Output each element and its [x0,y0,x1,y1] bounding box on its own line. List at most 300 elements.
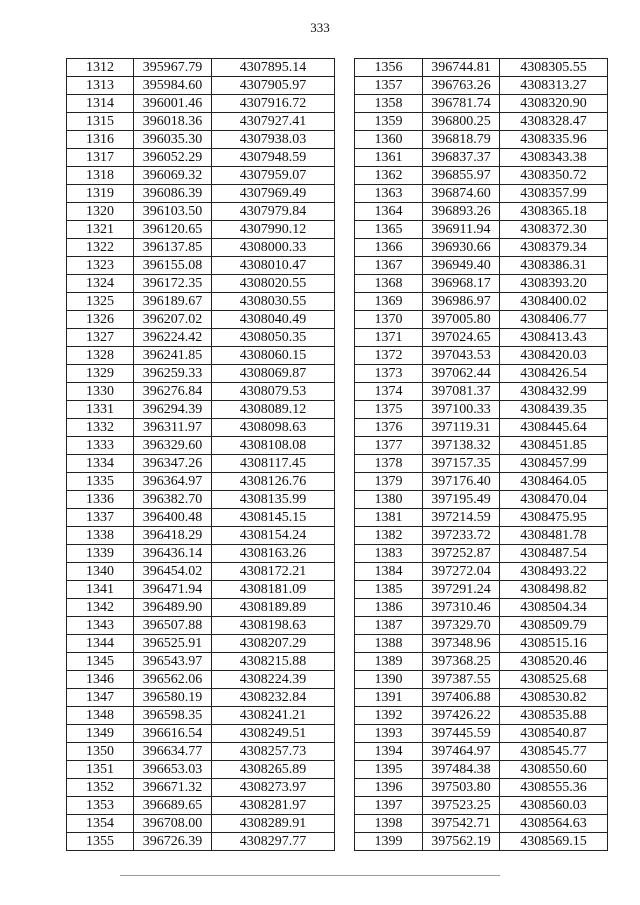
table-row [67,95,335,113]
point-number-cell: 1312 [67,59,134,77]
point-number-cell: 1352 [67,779,134,797]
x-coordinate-cell: 396800.25 [423,113,500,131]
x-coordinate-cell: 396436.14 [134,545,212,563]
table-row [67,491,335,509]
table-row [67,401,335,419]
table-row [67,419,335,437]
y-coordinate-cell: 4308320.90 [500,95,608,113]
x-coordinate-cell: 396086.39 [134,185,212,203]
point-number-cell: 1383 [355,545,423,563]
point-number-cell: 1382 [355,527,423,545]
x-coordinate-cell: 395984.60 [134,77,212,95]
table-row [67,815,335,833]
table-row [67,545,335,563]
point-number-cell: 1345 [67,653,134,671]
point-number-cell: 1340 [67,563,134,581]
table-row [67,347,335,365]
y-coordinate-cell: 4307927.41 [212,113,335,131]
page-number: 333 [310,20,330,35]
x-coordinate-cell: 397233.72 [423,527,500,545]
y-coordinate-cell: 4307990.12 [212,221,335,239]
point-number-cell: 1358 [355,95,423,113]
y-coordinate-cell: 4308117.45 [212,455,335,473]
x-coordinate-cell: 396744.81 [423,59,500,77]
point-number-cell: 1314 [67,95,134,113]
point-number-cell: 1355 [67,833,134,851]
y-coordinate-cell: 4308357.99 [500,185,608,203]
point-number-cell: 1366 [355,239,423,257]
point-number-cell: 1335 [67,473,134,491]
x-coordinate-cell: 396763.26 [423,77,500,95]
x-coordinate-cell: 396818.79 [423,131,500,149]
point-number-cell: 1350 [67,743,134,761]
x-coordinate-cell: 396364.97 [134,473,212,491]
table-row [67,581,335,599]
table-row [355,131,608,149]
table-row [355,779,608,797]
y-coordinate-cell: 4308493.22 [500,563,608,581]
x-coordinate-cell: 397214.59 [423,509,500,527]
y-coordinate-cell: 4308365.18 [500,203,608,221]
y-coordinate-cell: 4308393.20 [500,275,608,293]
y-coordinate-cell: 4308305.55 [500,59,608,77]
x-coordinate-cell: 396329.60 [134,437,212,455]
point-number-cell: 1396 [355,779,423,797]
x-coordinate-cell: 396103.50 [134,203,212,221]
table-row [355,725,608,743]
table-row [67,131,335,149]
y-coordinate-cell: 4308439.35 [500,401,608,419]
y-coordinate-cell: 4308464.05 [500,473,608,491]
y-coordinate-cell: 4308010.47 [212,257,335,275]
point-number-cell: 1380 [355,491,423,509]
point-number-cell: 1317 [67,149,134,167]
y-coordinate-cell: 4308372.30 [500,221,608,239]
table-row [67,779,335,797]
x-coordinate-cell: 396347.26 [134,455,212,473]
x-coordinate-cell: 396634.77 [134,743,212,761]
x-coordinate-cell: 396837.37 [423,149,500,167]
table-row [67,149,335,167]
x-coordinate-cell: 396543.97 [134,653,212,671]
y-coordinate-cell: 4308400.02 [500,293,608,311]
x-coordinate-cell: 396001.46 [134,95,212,113]
table-row [67,329,335,347]
x-coordinate-cell: 396525.91 [134,635,212,653]
y-coordinate-cell: 4307916.72 [212,95,335,113]
table-row [67,455,335,473]
table-row [67,257,335,275]
table-row [355,797,608,815]
table-row [67,671,335,689]
y-coordinate-cell: 4308525.68 [500,671,608,689]
table-row [355,311,608,329]
table-row [67,761,335,779]
point-number-cell: 1353 [67,797,134,815]
x-coordinate-cell: 396893.26 [423,203,500,221]
point-number-cell: 1371 [355,329,423,347]
x-coordinate-cell: 396069.32 [134,167,212,185]
y-coordinate-cell: 4308249.51 [212,725,335,743]
y-coordinate-cell: 4308313.27 [500,77,608,95]
y-coordinate-cell: 4308145.15 [212,509,335,527]
x-coordinate-cell: 396035.30 [134,131,212,149]
point-number-cell: 1370 [355,311,423,329]
point-number-cell: 1334 [67,455,134,473]
x-coordinate-cell: 397252.87 [423,545,500,563]
y-coordinate-cell: 4308265.89 [212,761,335,779]
table-row [355,275,608,293]
point-number-cell: 1323 [67,257,134,275]
table-row [355,599,608,617]
table-row [355,59,608,77]
point-number-cell: 1319 [67,185,134,203]
y-coordinate-cell: 4308343.38 [500,149,608,167]
x-coordinate-cell: 396874.60 [423,185,500,203]
point-number-cell: 1318 [67,167,134,185]
point-number-cell: 1316 [67,131,134,149]
x-coordinate-cell: 396052.29 [134,149,212,167]
table-body [355,59,608,851]
table-row [355,113,608,131]
y-coordinate-cell: 4308451.85 [500,437,608,455]
x-coordinate-cell: 396382.70 [134,491,212,509]
point-number-cell: 1337 [67,509,134,527]
table-row [355,833,608,851]
x-coordinate-cell: 397062.44 [423,365,500,383]
y-coordinate-cell: 4308000.33 [212,239,335,257]
y-coordinate-cell: 4308509.79 [500,617,608,635]
table-row [355,743,608,761]
table-row [67,437,335,455]
point-number-cell: 1390 [355,671,423,689]
y-coordinate-cell: 4308569.15 [500,833,608,851]
table-row [355,815,608,833]
y-coordinate-cell: 4308135.99 [212,491,335,509]
y-coordinate-cell: 4308457.99 [500,455,608,473]
x-coordinate-cell: 397445.59 [423,725,500,743]
table-row [355,239,608,257]
x-coordinate-cell: 396930.66 [423,239,500,257]
point-number-cell: 1398 [355,815,423,833]
x-coordinate-cell: 397195.49 [423,491,500,509]
table-row [67,275,335,293]
x-coordinate-cell: 397138.32 [423,437,500,455]
point-number-cell: 1364 [355,203,423,221]
y-coordinate-cell: 4308126.76 [212,473,335,491]
table-row [355,167,608,185]
point-number-cell: 1399 [355,833,423,851]
point-number-cell: 1357 [355,77,423,95]
point-number-cell: 1347 [67,689,134,707]
point-number-cell: 1372 [355,347,423,365]
table-row [67,59,335,77]
y-coordinate-cell: 4308181.09 [212,581,335,599]
x-coordinate-cell: 397024.65 [423,329,500,347]
point-number-cell: 1315 [67,113,134,131]
point-number-cell: 1349 [67,725,134,743]
y-coordinate-cell: 4308420.03 [500,347,608,365]
y-coordinate-cell: 4308257.73 [212,743,335,761]
x-coordinate-cell: 396949.40 [423,257,500,275]
table-row [355,401,608,419]
y-coordinate-cell: 4308089.12 [212,401,335,419]
x-coordinate-cell: 397464.97 [423,743,500,761]
table-row [355,329,608,347]
point-number-cell: 1338 [67,527,134,545]
table-body [67,59,335,851]
y-coordinate-cell: 4308550.60 [500,761,608,779]
y-coordinate-cell: 4308560.03 [500,797,608,815]
point-number-cell: 1333 [67,437,134,455]
y-coordinate-cell: 4308413.43 [500,329,608,347]
point-number-cell: 1341 [67,581,134,599]
x-coordinate-cell: 396968.17 [423,275,500,293]
y-coordinate-cell: 4308172.21 [212,563,335,581]
x-coordinate-cell: 396018.36 [134,113,212,131]
x-coordinate-cell: 397387.55 [423,671,500,689]
y-coordinate-cell: 4308498.82 [500,581,608,599]
point-number-cell: 1344 [67,635,134,653]
point-number-cell: 1359 [355,113,423,131]
point-number-cell: 1388 [355,635,423,653]
y-coordinate-cell: 4308426.54 [500,365,608,383]
y-coordinate-cell: 4307959.07 [212,167,335,185]
point-number-cell: 1376 [355,419,423,437]
y-coordinate-cell: 4308520.46 [500,653,608,671]
point-number-cell: 1332 [67,419,134,437]
x-coordinate-cell: 396616.54 [134,725,212,743]
x-coordinate-cell: 397329.70 [423,617,500,635]
x-coordinate-cell: 396562.06 [134,671,212,689]
x-coordinate-cell: 396207.02 [134,311,212,329]
table-row [355,257,608,275]
table-row [67,509,335,527]
table-row [355,221,608,239]
table-row [67,833,335,851]
table-row [355,707,608,725]
x-coordinate-cell: 396189.67 [134,293,212,311]
y-coordinate-cell: 4308207.29 [212,635,335,653]
table-row [355,509,608,527]
x-coordinate-cell: 396471.94 [134,581,212,599]
point-number-cell: 1397 [355,797,423,815]
y-coordinate-cell: 4308030.55 [212,293,335,311]
table-row [355,455,608,473]
point-number-cell: 1322 [67,239,134,257]
point-number-cell: 1375 [355,401,423,419]
y-coordinate-cell: 4308386.31 [500,257,608,275]
y-coordinate-cell: 4308050.35 [212,329,335,347]
y-coordinate-cell: 4308154.24 [212,527,335,545]
table-row [355,383,608,401]
x-coordinate-cell: 396418.29 [134,527,212,545]
y-coordinate-cell: 4308224.39 [212,671,335,689]
y-coordinate-cell: 4308241.21 [212,707,335,725]
point-number-cell: 1328 [67,347,134,365]
table-row [67,527,335,545]
point-number-cell: 1363 [355,185,423,203]
point-number-cell: 1387 [355,617,423,635]
table-row [355,563,608,581]
y-coordinate-cell: 4307948.59 [212,149,335,167]
x-coordinate-cell: 396276.84 [134,383,212,401]
x-coordinate-cell: 397119.31 [423,419,500,437]
table-row [67,239,335,257]
table-row [355,149,608,167]
table-row [67,743,335,761]
x-coordinate-cell: 396507.88 [134,617,212,635]
x-coordinate-cell: 397542.71 [423,815,500,833]
point-number-cell: 1381 [355,509,423,527]
y-coordinate-cell: 4308079.53 [212,383,335,401]
x-coordinate-cell: 397503.80 [423,779,500,797]
point-number-cell: 1365 [355,221,423,239]
x-coordinate-cell: 397523.25 [423,797,500,815]
y-coordinate-cell: 4308535.88 [500,707,608,725]
x-coordinate-cell: 396120.65 [134,221,212,239]
x-coordinate-cell: 396726.39 [134,833,212,851]
x-coordinate-cell: 396454.02 [134,563,212,581]
point-number-cell: 1325 [67,293,134,311]
x-coordinate-cell: 396598.35 [134,707,212,725]
y-coordinate-cell: 4308475.95 [500,509,608,527]
table-row [67,167,335,185]
x-coordinate-cell: 396311.97 [134,419,212,437]
table-row [355,95,608,113]
point-number-cell: 1379 [355,473,423,491]
point-number-cell: 1394 [355,743,423,761]
table-row [67,617,335,635]
x-coordinate-cell: 397043.53 [423,347,500,365]
x-coordinate-cell: 397157.35 [423,455,500,473]
y-coordinate-cell: 4308198.63 [212,617,335,635]
y-coordinate-cell: 4308163.26 [212,545,335,563]
y-coordinate-cell: 4308530.82 [500,689,608,707]
table-row [355,689,608,707]
table-row [355,545,608,563]
table-row [67,221,335,239]
table-row [67,185,335,203]
table-row [67,311,335,329]
table-row [67,293,335,311]
x-coordinate-cell: 396855.97 [423,167,500,185]
point-number-cell: 1378 [355,455,423,473]
x-coordinate-cell: 396241.85 [134,347,212,365]
point-number-cell: 1373 [355,365,423,383]
coordinates-table-right [354,58,608,851]
table-row [355,491,608,509]
y-coordinate-cell: 4308487.54 [500,545,608,563]
table-row [67,797,335,815]
y-coordinate-cell: 4308545.77 [500,743,608,761]
point-number-cell: 1327 [67,329,134,347]
y-coordinate-cell: 4307895.14 [212,59,335,77]
x-coordinate-cell: 396224.42 [134,329,212,347]
y-coordinate-cell: 4308189.89 [212,599,335,617]
y-coordinate-cell: 4308060.15 [212,347,335,365]
y-coordinate-cell: 4308445.64 [500,419,608,437]
y-coordinate-cell: 4308273.97 [212,779,335,797]
table-row [355,581,608,599]
y-coordinate-cell: 4308098.63 [212,419,335,437]
y-coordinate-cell: 4308069.87 [212,365,335,383]
y-coordinate-cell: 4308406.77 [500,311,608,329]
table-row [355,365,608,383]
y-coordinate-cell: 4308379.34 [500,239,608,257]
table-row [355,617,608,635]
table-row [67,653,335,671]
x-coordinate-cell: 396489.90 [134,599,212,617]
x-coordinate-cell: 396294.39 [134,401,212,419]
y-coordinate-cell: 4308481.78 [500,527,608,545]
point-number-cell: 1348 [67,707,134,725]
point-number-cell: 1385 [355,581,423,599]
table-row [355,293,608,311]
table-row [67,365,335,383]
point-number-cell: 1362 [355,167,423,185]
table-row [67,707,335,725]
x-coordinate-cell: 396137.85 [134,239,212,257]
point-number-cell: 1330 [67,383,134,401]
table-row [67,689,335,707]
point-number-cell: 1367 [355,257,423,275]
point-number-cell: 1351 [67,761,134,779]
point-number-cell: 1389 [355,653,423,671]
point-number-cell: 1324 [67,275,134,293]
point-number-cell: 1393 [355,725,423,743]
x-coordinate-cell: 397368.25 [423,653,500,671]
point-number-cell: 1343 [67,617,134,635]
point-number-cell: 1354 [67,815,134,833]
table-row [67,203,335,221]
y-coordinate-cell: 4307938.03 [212,131,335,149]
y-coordinate-cell: 4308504.34 [500,599,608,617]
y-coordinate-cell: 4308108.08 [212,437,335,455]
point-number-cell: 1377 [355,437,423,455]
y-coordinate-cell: 4308350.72 [500,167,608,185]
y-coordinate-cell: 4308540.87 [500,725,608,743]
y-coordinate-cell: 4308215.88 [212,653,335,671]
table-row [355,437,608,455]
point-number-cell: 1331 [67,401,134,419]
x-coordinate-cell: 397272.04 [423,563,500,581]
point-number-cell: 1384 [355,563,423,581]
y-coordinate-cell: 4308555.36 [500,779,608,797]
x-coordinate-cell: 396911.94 [423,221,500,239]
table-row [355,761,608,779]
point-number-cell: 1346 [67,671,134,689]
point-number-cell: 1336 [67,491,134,509]
table-row [67,563,335,581]
x-coordinate-cell: 397005.80 [423,311,500,329]
point-number-cell: 1313 [67,77,134,95]
point-number-cell: 1342 [67,599,134,617]
x-coordinate-cell: 397426.22 [423,707,500,725]
point-number-cell: 1392 [355,707,423,725]
point-number-cell: 1326 [67,311,134,329]
x-coordinate-cell: 396155.08 [134,257,212,275]
y-coordinate-cell: 4308515.16 [500,635,608,653]
y-coordinate-cell: 4308040.49 [212,311,335,329]
point-number-cell: 1321 [67,221,134,239]
y-coordinate-cell: 4307905.97 [212,77,335,95]
y-coordinate-cell: 4308432.99 [500,383,608,401]
x-coordinate-cell: 397348.96 [423,635,500,653]
x-coordinate-cell: 397310.46 [423,599,500,617]
table-row [67,113,335,131]
x-coordinate-cell: 396172.35 [134,275,212,293]
